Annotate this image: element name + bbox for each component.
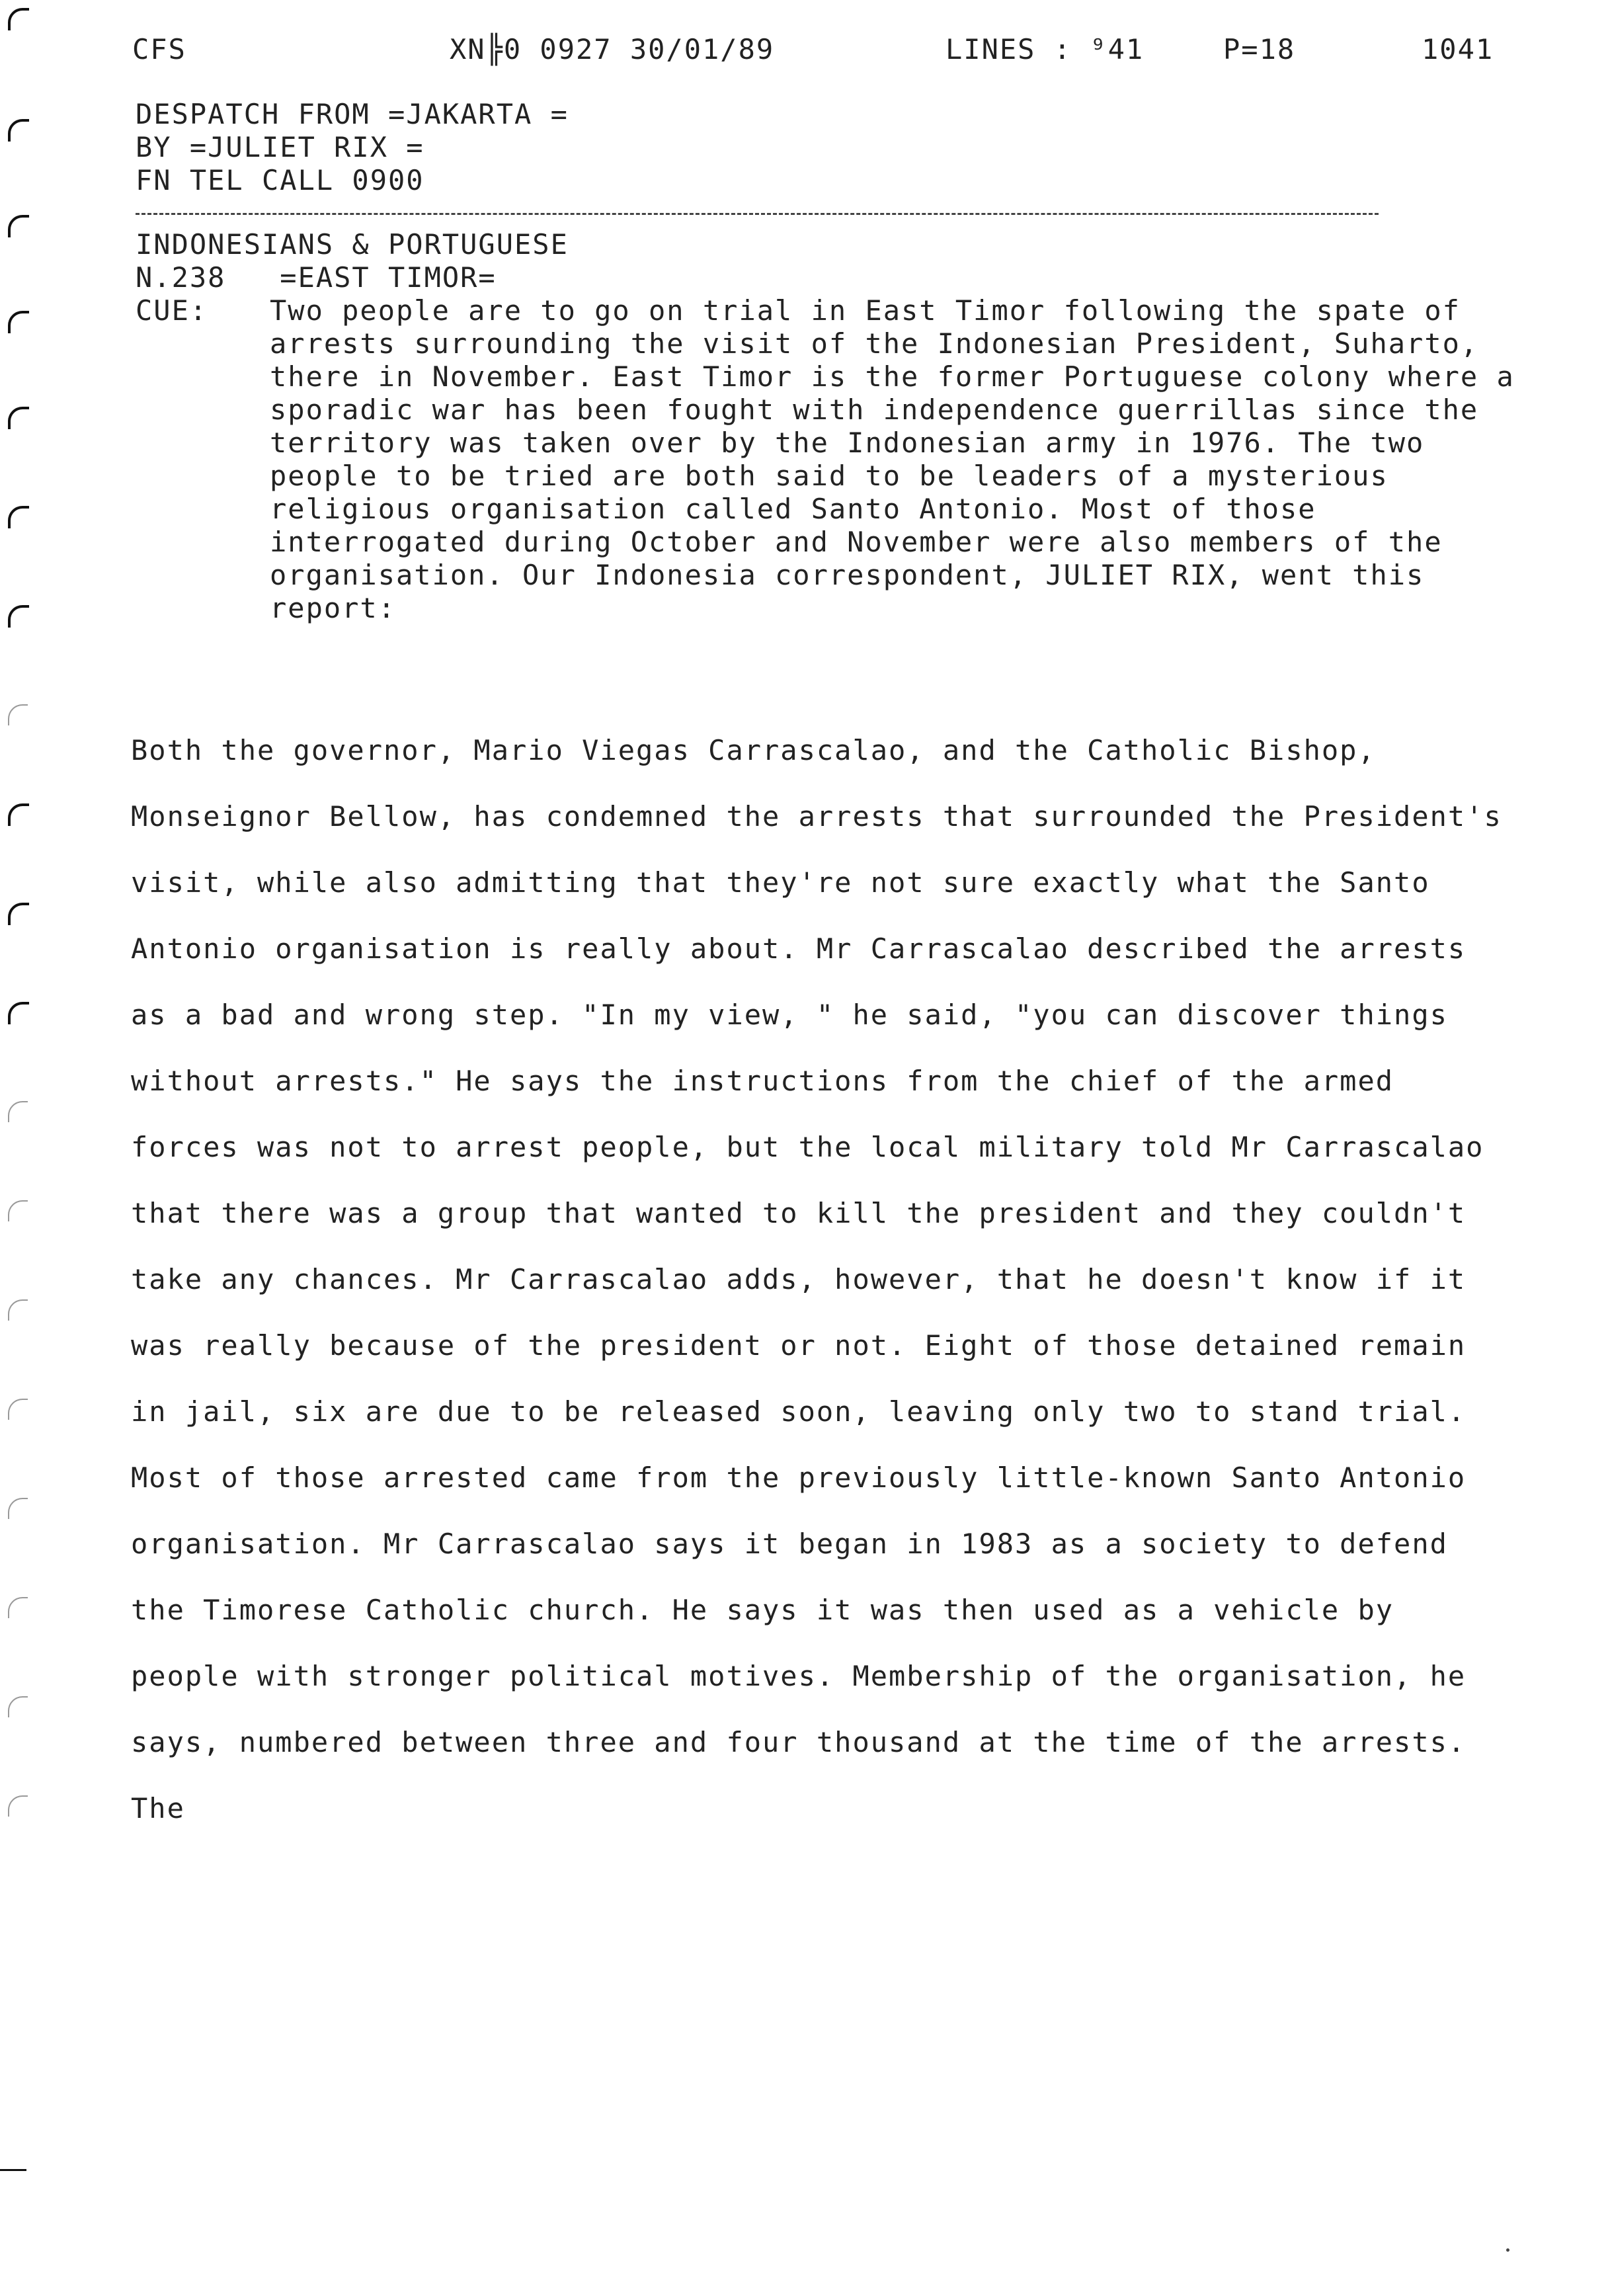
margin-mark [8,1299,28,1321]
cue-text: Two people are to go on trial in East Timor following the spate of arrests surrounding the visit of the Indonesian President, Suharto, there in November. East Timor is the former Portuguese colony where a sporadic war has been fought with independence guerrillas since the territory was taken over by the Indonesian army in 1976. The two people to be tried are both said to be leaders of a mysterious religious organisation called Santo Antonio. Most of those interrogated during October and November were also members of the organisation. Our Indonesia correspondent, JULIET RIX, went this report: [270,294,1515,624]
margin-mark [0,2169,26,2171]
margin-mark [8,407,29,429]
margin-mark [8,1795,28,1817]
report-paragraph: Both the governor, Mario Viegas Carrascalao, and the Catholic Bishop, Monseignor Bellow, has condemned the arrests that surrounded the President's visit, while also admitting that they're not sure exactly what the Santo Antonio organisation is really about. Mr Carrascalao described the arrests as a bad and wrong step. "In my view, " he said, "you can discover things without arrests." He says the instructions from the chief of the armed forces was not to arrest people, but the local military told Mr Carrascalao that there was a group that wanted to kill the president and they couldn't take any chances. Mr Carrascalao adds, however, that he doesn't know if it was really because of the president or not. Eight of those detained remain in jail, six are due to be released soon, leaving only two to stand trial. Most of those arrested came from the previously little-known Santo Antonio organisation. Mr Carrascalao says it began in 1983 as a society to defend the Timorese Catholic church. He says it was then used as a vehicle by people with stronger political motives. Membership of the organisation, he says, numbered between three and four thousand at the time of the arrests. The [131,734,1502,1824]
source-code: CFS [132,33,186,65]
cue-label: CUE: [136,294,208,327]
priority-code: P=18 [1223,33,1296,65]
report-body [131,718,1513,1842]
line-count: LINES : ⁹41 [945,33,1145,65]
topic-code: N.238 =EAST TIMOR= [136,261,497,294]
margin-mark [8,1101,28,1122]
margin-mark [8,8,29,30]
margin-mark [8,803,29,826]
despatch-author: BY =JULIET RIX = [136,131,424,163]
separator-line [136,213,1379,215]
margin-mark [8,311,29,333]
margin-mark [8,1200,28,1221]
margin-mark [8,1399,28,1420]
topic-title: INDONESIANS & PORTUGUESE [136,228,569,261]
telex-header [132,33,1508,73]
margin-mark [8,1002,29,1024]
margin-mark [8,1498,28,1519]
margin-mark [8,1597,28,1618]
despatch-meta [136,98,569,197]
message-number: 1041 [1422,33,1494,65]
margin-mark [8,506,29,528]
despatch-origin: DESPATCH FROM =JAKARTA = [136,98,569,130]
margin-mark [8,119,29,142]
despatch-call: FN TEL CALL 0900 [136,164,424,196]
margin-mark [8,605,29,628]
margin-mark [1506,2248,1509,2252]
margin-mark [8,1696,28,1717]
topic-block [136,228,569,294]
message-ref: XN╠0 0927 30/01/89 [450,33,775,65]
margin-mark [8,704,28,725]
margin-mark [8,215,29,237]
margin-mark [8,903,29,925]
